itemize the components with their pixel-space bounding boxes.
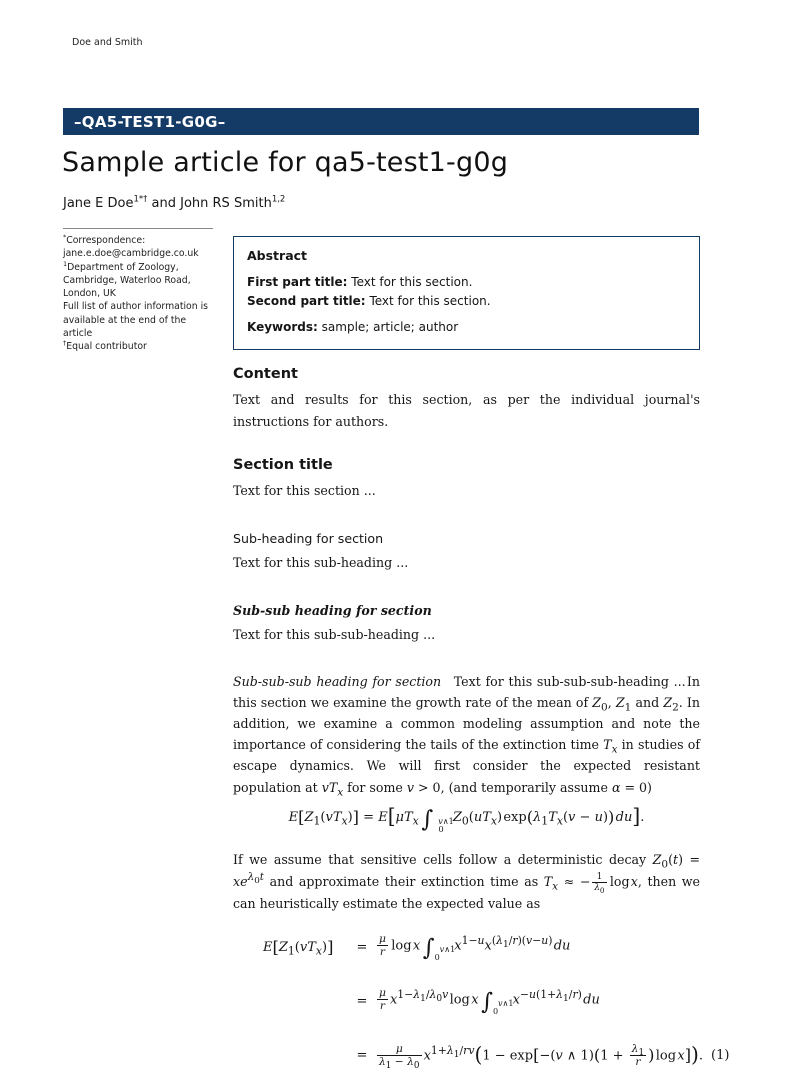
authors-line: Jane E Doe$^{1*\dagger}$ and John RS Smith$^{1,2}$ [63,194,286,211]
correspondence-sidebar [63,228,215,354]
keywords-label: Keywords: [247,320,318,335]
equation-lhs: $E[Z_1(vT_x)]$ [263,937,334,958]
running-head: Doe and Smith [72,37,143,48]
section-paragraph: Text for this section ... [233,483,376,499]
display-equation: $E[Z_1(vT_x)] = E[\mu T_x$ ∫ v∧1 0 $Z_0(uT_x)$ $\exp(\lambda_1T_x(v - u))$ du]. [288,804,645,835]
main-content [233,362,730,1090]
correspondence-email: jane.e.doe@cambridge.co.uk [63,248,199,260]
abstract-heading: Abstract [247,248,308,263]
content-paragraph: Text and results for this section, as per the individual journal's instructions for authors. [233,392,700,429]
equals-sign: = [356,1047,368,1063]
keywords-text: sample; article; author [321,320,459,335]
equation-rhs: $\frac{\mu}{r}$ log x ∫ v∧1 0 $x^{1-u}x^{(\lambda_1/r)(v-u)}$ du [379,931,571,963]
abstract-part-label: Second part title: [247,294,366,309]
equal-contributor-note: †Equal contributor [63,339,147,353]
abstract-box [233,236,700,350]
equation-number: (1) [711,1047,730,1063]
aligned-equation-block [233,928,730,1076]
article-title: Sample article for qa5-test1-g0g [62,147,509,178]
content-heading: Content [233,366,298,382]
banner-label: –QA5-TEST1-G0G– [74,112,226,131]
equation-rhs: $\frac{\mu}{r}$ $x^{1-\lambda_1/\lambda_0v}$ log x ∫ v∧1 0 $x^{-u(1+\lambda_1/r)}$ du [379,985,600,1017]
sidebar-rule [63,228,213,229]
subsection-heading: Sub-heading for section [233,531,384,547]
equation-rhs: $\frac{\mu}{\lambda_1 - \lambda_0}$ $x^{1+\lambda_1/rv}(1 - \exp[-(v$ ∧ 1)(1 + $\frac{\lambda_1}{r}$ ) log x]). [379,1042,704,1072]
correspondence-label: *Correspondence: [63,232,146,246]
equation-row [233,1036,730,1076]
subsubsection-paragraph: Text for this sub-sub-heading ... [233,626,436,642]
subsection-paragraph: Text for this sub-heading ... [233,555,409,571]
abstract-part-text: Text for this section. [351,275,473,289]
author-info-note: Full list of author information is [63,301,209,313]
abstract-part [247,273,686,292]
body-paragraph: Sub-sub-sub heading for section Text for this sub-sub-sub-heading ... In this section we examine the growth rate of the mean of $Z_0$, $Z_1$ and $Z_2$. In addition, we examine a common modeling assumption and note the importance of considering the tails of the extinction time $T_x$ in studies of escape dynamics. We will first consider the expected resistant population at $vT_x$ for some v > 0, (and temporarily assume α = 0) [233,673,701,799]
subsubsection-heading: Sub-sub heading for section [233,602,432,618]
abstract-part-label: First part title: [247,275,348,289]
equation-row [233,928,700,968]
body-paragraph: If we assume that sensitive cells follow a deterministic decay $Z_0(t) = xe^{\lambda_0t}$ and approximate their extinction time as $T_x$ ≈ − $\frac{1}{\lambda_0}$ log x, then we can heuristically estimate the expected value as [233,852,701,911]
equals-sign: = [356,993,368,1009]
affiliation-line: $^1$Department of Zoology, [63,259,179,273]
abstract-part-text: Text for this section. [369,294,491,309]
affiliation-line: Cambridge, Waterloo Road, [63,274,191,286]
abstract-part [247,292,686,311]
section-heading: Section title [233,456,333,473]
author-info-note: available at the end of the article [63,314,187,339]
journal-banner [63,108,699,135]
equation-row [233,982,700,1022]
equals-sign: = [356,939,368,955]
keywords-line [247,318,686,337]
affiliation-line: London, UK [63,288,116,300]
